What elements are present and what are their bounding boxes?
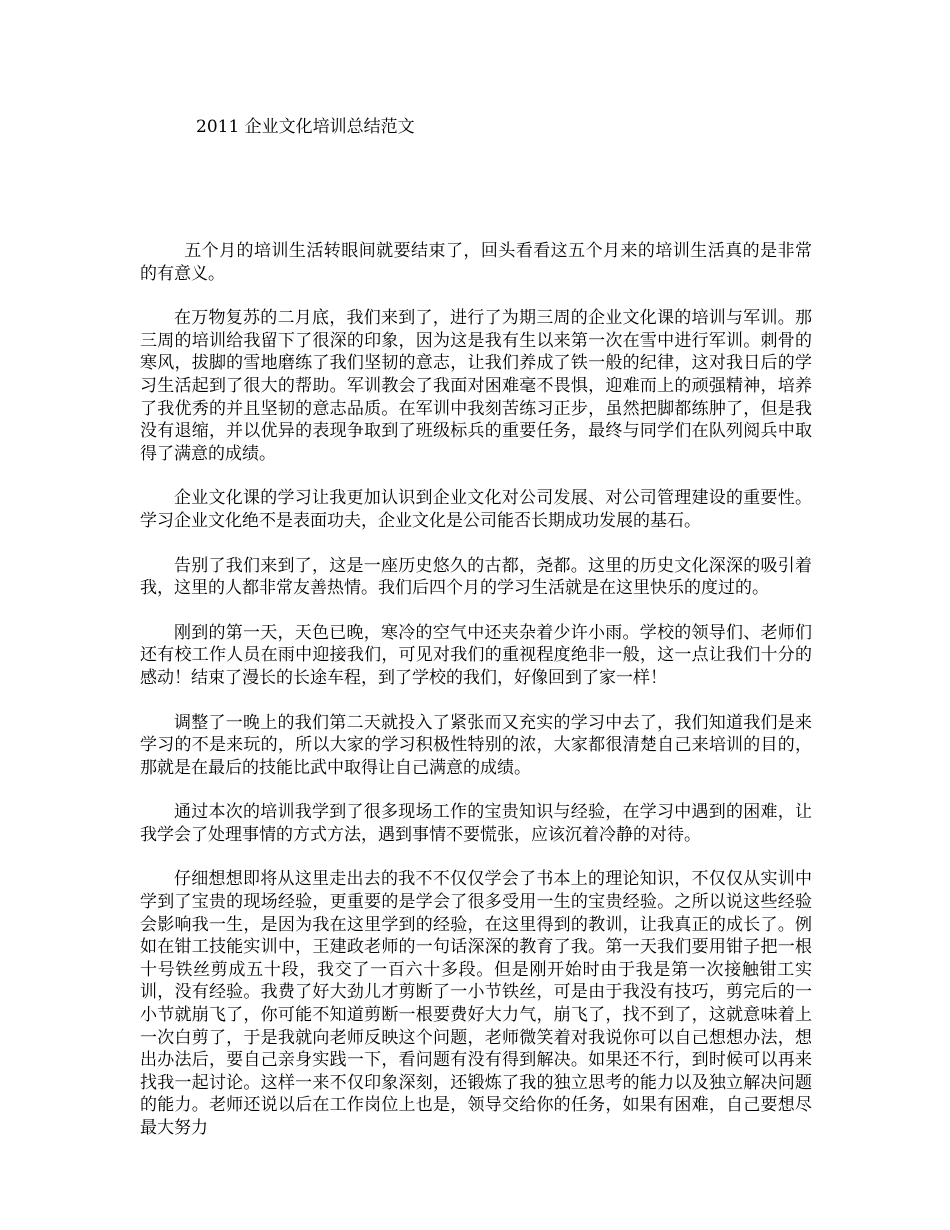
paragraph: 在万物复苏的二月底，我们来到了，进行了为期三周的企业文化课的培训与军训。那三周的培训给我留下了很深的印象，因为这是我有生以来第一次在雪中进行军训。刺骨的寒风，拔脚的雪地磨练了我们坚韧的意志，让我们养成了铁一般的纪律，这对我日后的学习生活起到了很大的帮助。军训教会了我面对困难毫不畏惧，迎难而上的顽强精神，培养了我优秀的并且坚韧的意志品质。在军训中我刻苦练习正步，虽然把脚都练肿了，但是我没有退缩，并以优异的表现争取到了班级标兵的重要任务，最终与同学们在队列阅兵中取得了满意的成绩。 [140,308,812,464]
paragraph: 调整了一晚上的我们第二天就投入了紧张而又充实的学习中去了，我们知道我们是来学习的不是来玩的，所以大家的学习积极性特别的浓，大家都很清楚自己来培训的目的，那就是在最后的技能比武中取得让自己满意的成绩。 [140,712,812,778]
document-title: 2011 企业文化培训总结范文 [196,117,415,137]
paragraph: 仔细想想即将从这里走出去的我不不仅仅学会了书本上的理论知识，不仅仅从实训中学到了宝贵的现场经验，更重要的是学会了很多受用一生的宝贵经验。之所以说这些经验会影响我一生，是因为我在这里学到的经验，在这里得到的教训，让我真正的成长了。例如在钳工技能实训中，王建政老师的一句话深深的教育了我。第一天我们要用钳子把一根十号铁丝剪成五十段，我交了一百六十多段。但是刚开始时由于我是第一次接触钳工实训，没有经验。我费了好大劲儿才剪断了一小节铁丝，可是由于我没有技巧，剪完后的一小节就崩飞了，你可能不知道剪断一根要费好大力气，崩飞了，找不到了，这就意味着上一次白剪了，于是我就向老师反映这个问题，老师微笑着对我说你可以自己想想办法，想出办法后，要自己亲身实践一下，看问题有没有得到解决。如果还不行，到时候可以再来找我一起讨论。这样一来不仅印象深刻，还锻炼了我的独立思考的能力以及独立解决问题的能力。老师还说以后在工作岗位上也是，领导交给你的任务，如果有困难，自己要想尽最大努力 [140,869,812,1138]
paragraph: 刚到的第一天，天色已晚，寒冷的空气中还夹杂着少许小雨。学校的领导们、老师们还有校工作人员在雨中迎接我们，可见对我们的重视程度绝非一般，这一点让我们十分的感动！结束了漫长的长途车程，到了学校的我们，好像回到了家一样！ [140,622,812,688]
paragraph: 通过本次的培训我学到了很多现场工作的宝贵知识与经验，在学习中遇到的困难，让我学会了处理事情的方式方法，遇到事情不要慌张，应该沉着冷静的对待。 [140,802,812,845]
paragraph: 告别了我们来到了，这是一座历史悠久的古都，尧都。这里的历史文化深深的吸引着我，这里的人都非常友善热情。我们后四个月的学习生活就是在这里快乐的度过的。 [140,555,812,599]
document-body [140,240,812,1140]
paragraph: 五个月的培训生活转眼间就要结束了，回头看看这五个月来的培训生活真的是非常的有意义。 [140,241,812,284]
paragraph: 企业文化课的学习让我更加认识到企业文化对公司发展、对公司管理建设的重要性。学习企业文化绝不是表面功夫，企业文化是公司能否长期成功发展的基石。 [140,488,812,531]
